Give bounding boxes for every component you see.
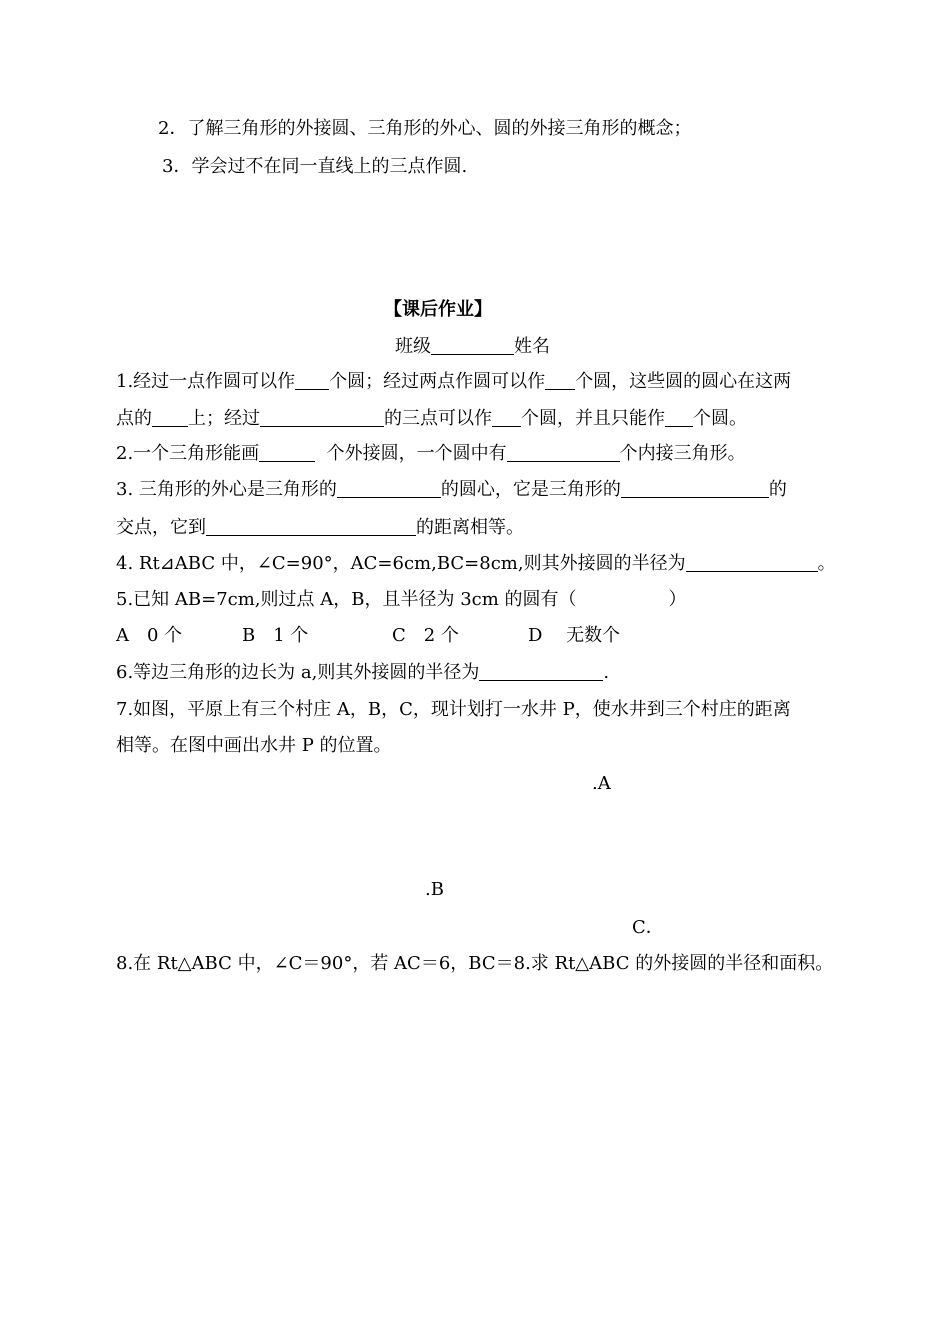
class-name-line bbox=[395, 335, 550, 359]
q5-option-b[interactable]: B 1 个 bbox=[242, 625, 309, 646]
class-blank[interactable] bbox=[431, 336, 514, 355]
name-label: 姓名 bbox=[514, 336, 550, 357]
village-point-c[interactable]: C． bbox=[632, 917, 664, 938]
question-2: 2.一个三角形能画 个外接圆，一个圆中有 个内接三角形。 bbox=[116, 443, 746, 464]
q3-blank-2[interactable] bbox=[621, 479, 769, 498]
question-7-line-1: 7.如图，平原上有三个村庄 A，B，C，现计划打一水井 P，使水井到三个村庄的距离 bbox=[116, 699, 791, 720]
class-label: 班级 bbox=[395, 336, 431, 357]
q2-blank-1[interactable] bbox=[259, 443, 315, 462]
objective-item-2: 2．了解三角形的外接圆、三角形的外心、圆的外接三角形的概念； bbox=[158, 118, 692, 139]
question-7-line-2: 相等。在图中画出水井 P 的位置。 bbox=[116, 735, 392, 756]
question-3-line-2: 交点，它到 的距离相等。 bbox=[116, 517, 524, 538]
question-1-line-2: 点的 上；经过 的三点可以作 个圆，并且只能作 个圆。 bbox=[116, 408, 747, 429]
homework-title: 【课后作业】 bbox=[384, 299, 492, 320]
q5-option-d[interactable]: D 无数个 bbox=[528, 625, 621, 646]
village-point-b[interactable]: .B bbox=[425, 879, 444, 900]
q3-blank-3[interactable] bbox=[206, 517, 416, 536]
q1-blank-6[interactable] bbox=[665, 408, 693, 427]
q4-blank[interactable] bbox=[686, 553, 818, 572]
q1-blank-2[interactable] bbox=[545, 371, 575, 390]
question-1-line-1: 1.经过一点作圆可以作 个圆；经过两点作圆可以作 个圆，这些圆的圆心在这两 bbox=[116, 371, 792, 392]
q2-blank-2[interactable] bbox=[507, 443, 620, 462]
q1-blank-5[interactable] bbox=[492, 408, 521, 427]
question-5: 5.已知 AB=7cm,则过点 A，B，且半径为 3cm 的圆有（ ） bbox=[116, 589, 687, 610]
question-4: 4. Rt⊿ABC 中，∠C=90°，AC=6cm,BC=8cm,则其外接圆的半径为 。 bbox=[116, 553, 836, 574]
q6-blank[interactable] bbox=[479, 662, 603, 681]
q5-option-c[interactable]: C 2 个 bbox=[392, 625, 459, 646]
question-6: 6.等边三角形的边长为 a,则其外接圆的半径为 . bbox=[116, 662, 610, 683]
q5-option-a[interactable]: A 0 个 bbox=[116, 625, 183, 646]
question-8: 8.在 Rt△ABC 中，∠C＝90°，若 AC＝6，BC＝8.求 Rt△ABC 的外接圆的半径和面积。 bbox=[116, 953, 834, 974]
village-point-a[interactable]: .A bbox=[592, 773, 611, 794]
q3-blank-1[interactable] bbox=[337, 479, 441, 498]
q1-blank-4[interactable] bbox=[260, 408, 384, 427]
question-3-line-1: 3. 三角形的外心是三角形的 的圆心，它是三角形的 的 bbox=[116, 479, 787, 500]
objective-item-3: 3．学会过不在同一直线上的三点作圆. bbox=[162, 156, 468, 177]
q1-blank-1[interactable] bbox=[295, 371, 329, 390]
q1-blank-3[interactable] bbox=[152, 408, 188, 427]
